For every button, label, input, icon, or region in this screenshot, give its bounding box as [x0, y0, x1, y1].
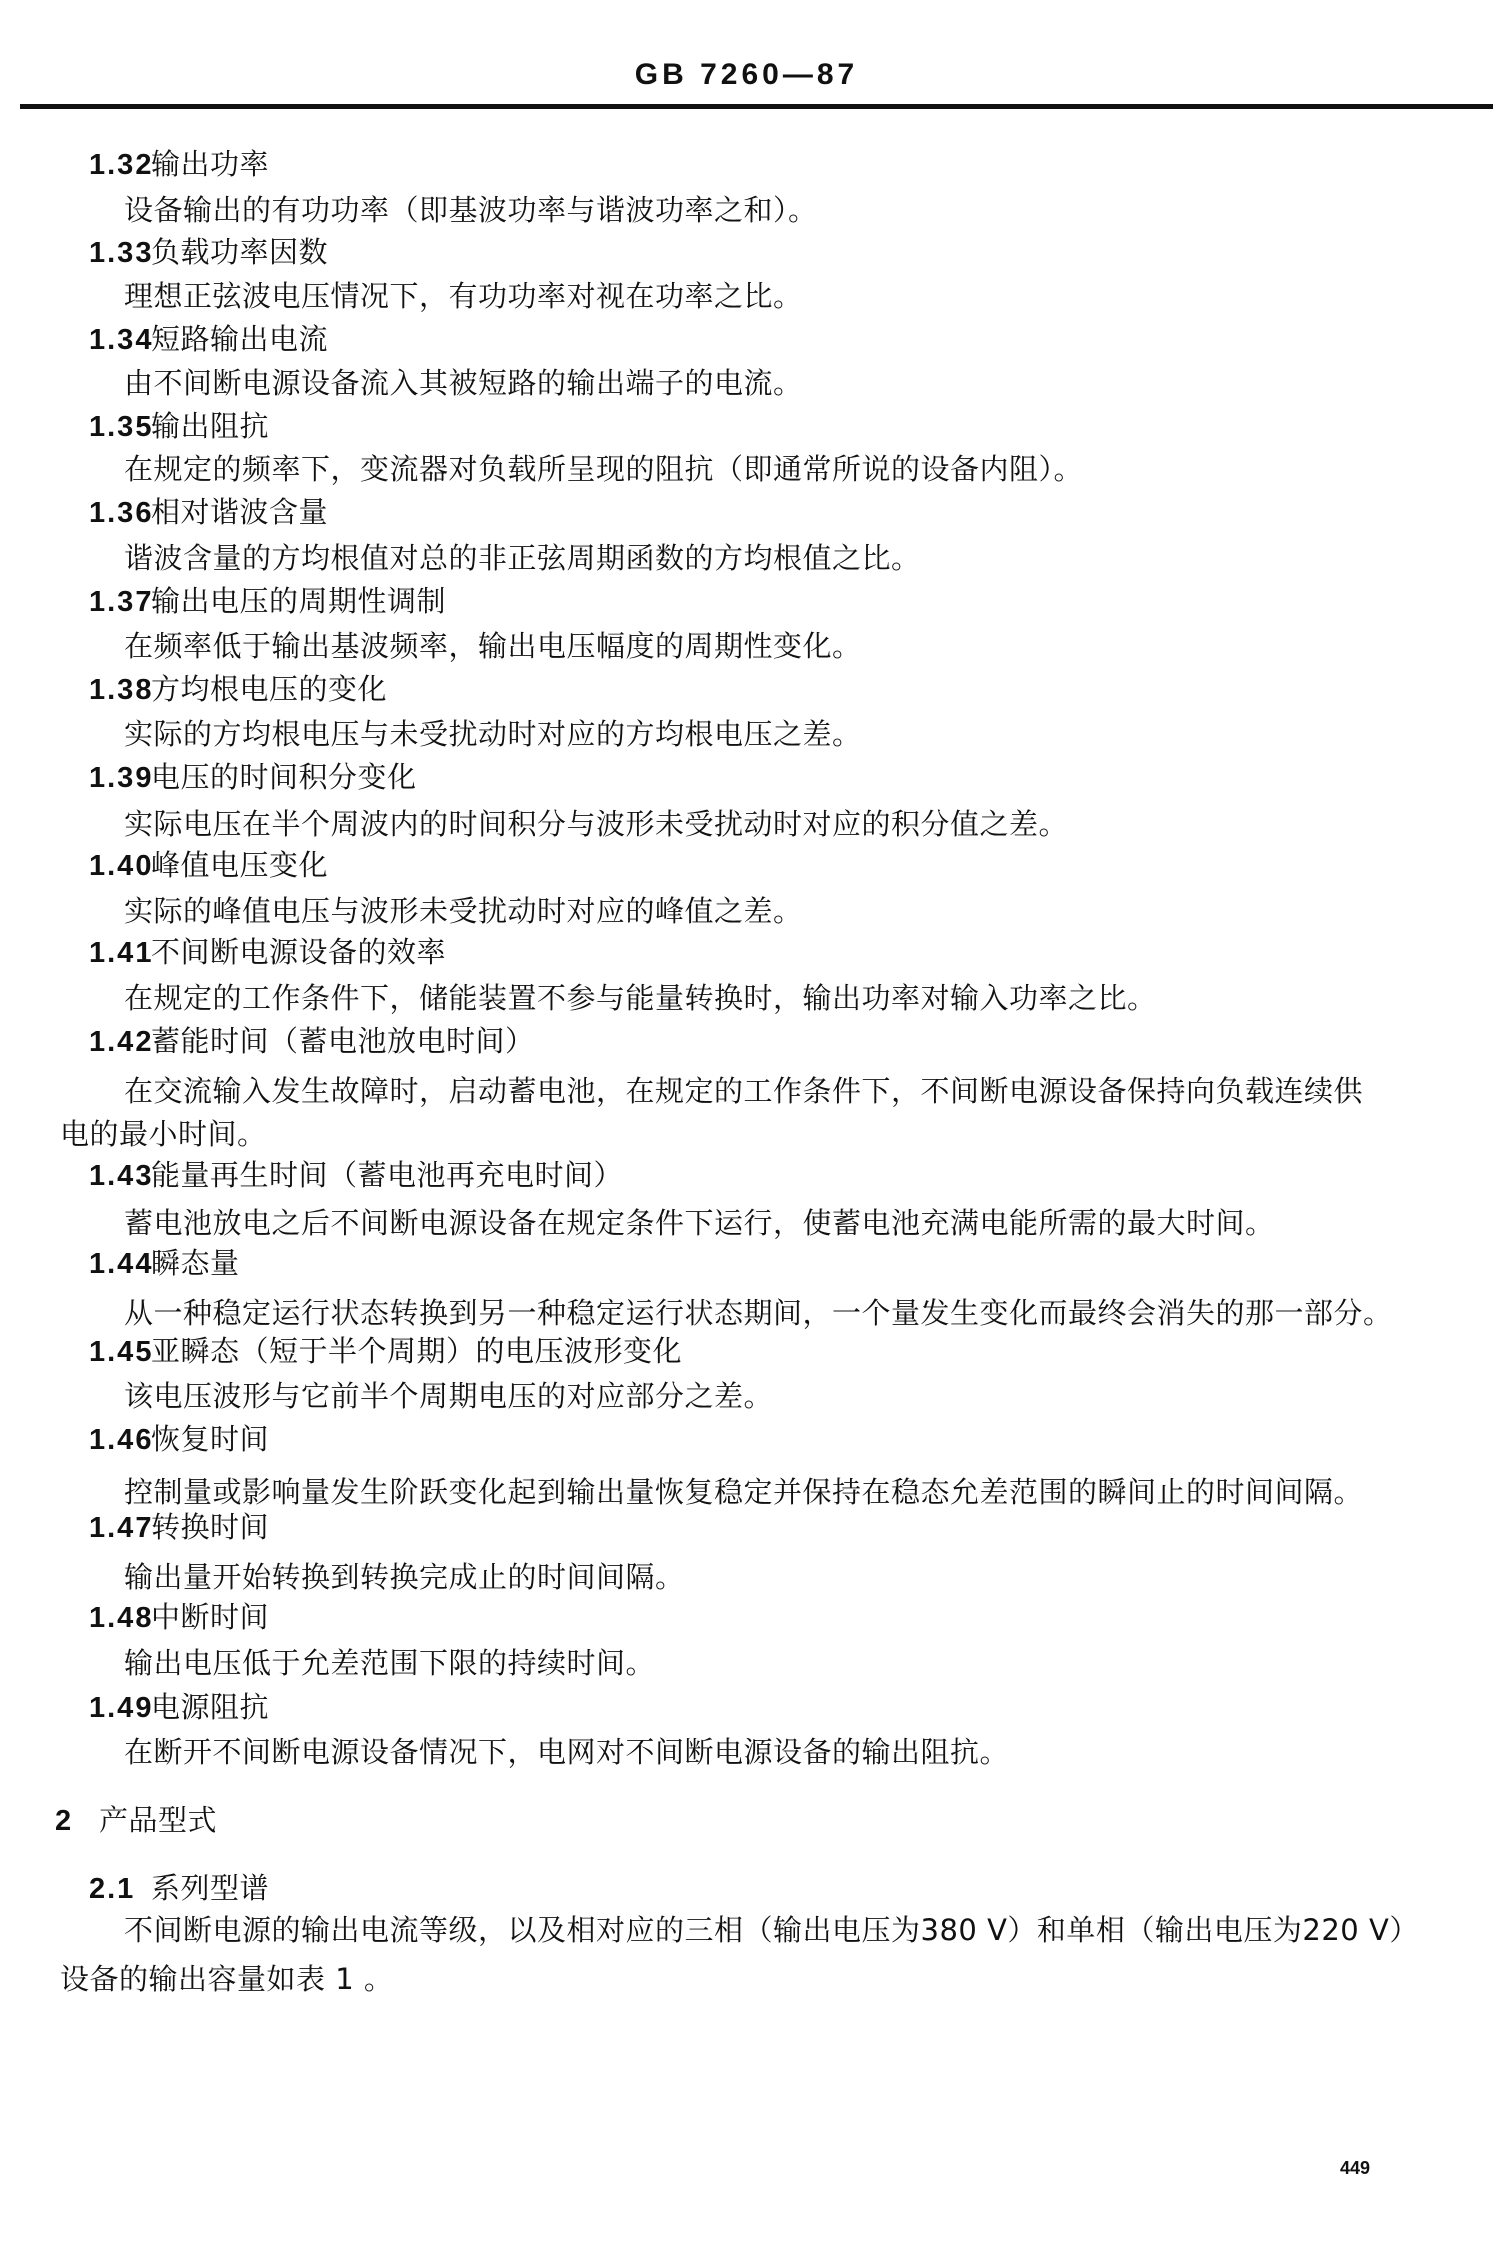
clause-heading [89, 759, 417, 796]
clause-heading [89, 583, 446, 620]
clause-title: 电源阻抗 [151, 1690, 270, 1724]
clause-heading [89, 1689, 269, 1726]
clause-title: 方均根电压的变化 [151, 672, 388, 706]
clause-text: 设备的输出容量如表 1 。 [60, 1962, 394, 1996]
clause-text: 不间断电源的输出电流等级，以及相对应的三相（输出电压为380 V）和单相（输出电压为220 V） [124, 1913, 1419, 1947]
clause-number: 1.47 [89, 1512, 154, 1544]
clause-title: 电压的时间积分变化 [151, 760, 417, 794]
clause-body [124, 1559, 685, 1595]
clause-text: 在规定的频率下，变流器对负载所呈现的阻抗（即通常所说的设备内阻）。 [124, 452, 1084, 486]
clause-text: 该电压波形与它前半个周期电压的对应部分之差。 [124, 1379, 774, 1413]
clause-body [124, 893, 803, 929]
clause-heading [89, 321, 328, 358]
clause-heading [89, 934, 446, 971]
clause-number: 1.42 [89, 1026, 154, 1058]
clause-title: 中断时间 [151, 1600, 270, 1634]
clause-heading [89, 1023, 535, 1060]
clause-body [124, 716, 862, 752]
clause-number: 1.38 [89, 674, 154, 706]
clause-body [124, 1474, 1363, 1510]
clause-heading [89, 146, 269, 183]
clause-text: 从一种稳定运行状态转换到另一种稳定运行状态期间，一个量发生变化而最终会消失的那一部分。 [124, 1296, 1393, 1330]
clause-title: 产品型式 [99, 1803, 218, 1837]
clause-number: 1.32 [89, 149, 154, 181]
clause-number: 1.40 [89, 850, 154, 882]
clause-number: 1.41 [89, 937, 154, 969]
clause-body [124, 806, 1068, 842]
clause-number: 1.44 [89, 1248, 154, 1280]
clause-number: 1.49 [89, 1692, 154, 1724]
clause-number: 1.45 [89, 1336, 154, 1368]
clause-title: 不间断电源设备的效率 [151, 935, 447, 969]
clause-title: 亚瞬态（短于半个周期）的电压波形变化 [151, 1334, 683, 1368]
clause-body [124, 192, 818, 228]
clause-title: 蓄能时间（蓄电池放电时间） [151, 1024, 535, 1058]
clause-text: 控制量或影响量发生阶跃变化起到输出量恢复稳定并保持在稳态允差范围的瞬间止的时间间隔。 [124, 1475, 1364, 1509]
clause-text: 输出电压低于允差范围下限的持续时间。 [124, 1646, 656, 1680]
clause-body [60, 1116, 267, 1152]
clause-title: 相对谐波含量 [151, 495, 329, 529]
clause-number: 2.1 [89, 1873, 136, 1905]
clause-text: 由不间断电源设备流入其被短路的输出端子的电流。 [124, 366, 803, 400]
clause-body [124, 1734, 1009, 1770]
clause-body [124, 1205, 1275, 1241]
clause-number: 1.46 [89, 1424, 154, 1456]
clause-body [124, 1295, 1393, 1331]
clause-heading [89, 1157, 623, 1194]
clause-text: 在频率低于输出基波频率，输出电压幅度的周期性变化。 [124, 629, 862, 663]
clause-number: 2 [55, 1805, 74, 1837]
clause-title: 系列型谱 [151, 1871, 270, 1905]
clause-title: 输出阻抗 [151, 409, 270, 443]
clause-body [124, 1073, 1363, 1109]
header-rule [20, 104, 1493, 109]
clause-text: 实际电压在半个周波内的时间积分与波形未受扰动时对应的积分值之差。 [124, 807, 1069, 841]
clause-body [124, 365, 803, 401]
clause-text: 输出量开始转换到转换完成止的时间间隔。 [124, 1560, 685, 1594]
clause-heading [89, 1421, 269, 1458]
clause-heading [89, 671, 387, 708]
clause-body [124, 1645, 655, 1681]
clause-body [124, 278, 803, 314]
clause-number: 1.43 [89, 1160, 154, 1192]
clause-number: 1.36 [89, 497, 154, 529]
document-header: GB 7260—87 [634, 58, 859, 91]
clause-heading [89, 234, 328, 271]
clause-text: 在交流输入发生故障时，启动蓄电池，在规定的工作条件下，不间断电源设备保持向负载连续供 [124, 1074, 1364, 1108]
clause-text: 电的最小时间。 [60, 1117, 267, 1151]
clause-title: 转换时间 [151, 1510, 270, 1544]
clause-number: 1.34 [89, 324, 154, 356]
clause-heading [89, 847, 328, 884]
clause-body [124, 980, 1157, 1016]
clause-title: 峰值电压变化 [151, 848, 329, 882]
clause-heading [89, 1245, 240, 1282]
subsection-body [60, 1961, 393, 1997]
clause-number: 1.48 [89, 1602, 154, 1634]
clause-body [124, 451, 1083, 487]
clause-text: 在断开不间断电源设备情况下，电网对不间断电源设备的输出阻抗。 [124, 1735, 1010, 1769]
subsection-heading [89, 1870, 269, 1907]
clause-title: 能量再生时间（蓄电池再充电时间） [151, 1158, 624, 1192]
clause-heading [89, 1333, 682, 1370]
clause-text: 在规定的工作条件下，储能装置不参与能量转换时，输出功率对输入功率之比。 [124, 981, 1157, 1015]
clause-title: 输出功率 [151, 147, 270, 181]
clause-number: 1.37 [89, 586, 154, 618]
clause-number: 1.35 [89, 411, 154, 443]
clause-heading [89, 408, 269, 445]
clause-text: 蓄电池放电之后不间断电源设备在规定条件下运行，使蓄电池充满电能所需的最大时间。 [124, 1206, 1275, 1240]
clause-title: 短路输出电流 [151, 322, 329, 356]
clause-heading [89, 494, 328, 531]
clause-title: 恢复时间 [151, 1422, 270, 1456]
clause-text: 谐波含量的方均根值对总的非正弦周期函数的方均根值之比。 [124, 541, 921, 575]
subsection-body [124, 1912, 1419, 1948]
clause-number: 1.33 [89, 237, 154, 269]
clause-title: 负载功率因数 [151, 235, 329, 269]
clause-number: 1.39 [89, 762, 154, 794]
clause-body [124, 628, 862, 664]
clause-title: 瞬态量 [151, 1246, 240, 1280]
section-heading [55, 1802, 217, 1839]
clause-body [124, 1378, 773, 1414]
clause-title: 输出电压的周期性调制 [151, 584, 447, 618]
clause-text: 实际的峰值电压与波形未受扰动时对应的峰值之差。 [124, 894, 803, 928]
clause-text: 设备输出的有功功率（即基波功率与谐波功率之和）。 [124, 193, 818, 227]
clause-text: 理想正弦波电压情况下，有功功率对视在功率之比。 [124, 279, 803, 313]
clause-text: 实际的方均根电压与未受扰动时对应的方均根电压之差。 [124, 717, 862, 751]
clause-heading [89, 1509, 269, 1546]
page-number: 449 [1340, 2158, 1371, 2178]
clause-body [124, 540, 921, 576]
clause-heading [89, 1599, 269, 1636]
